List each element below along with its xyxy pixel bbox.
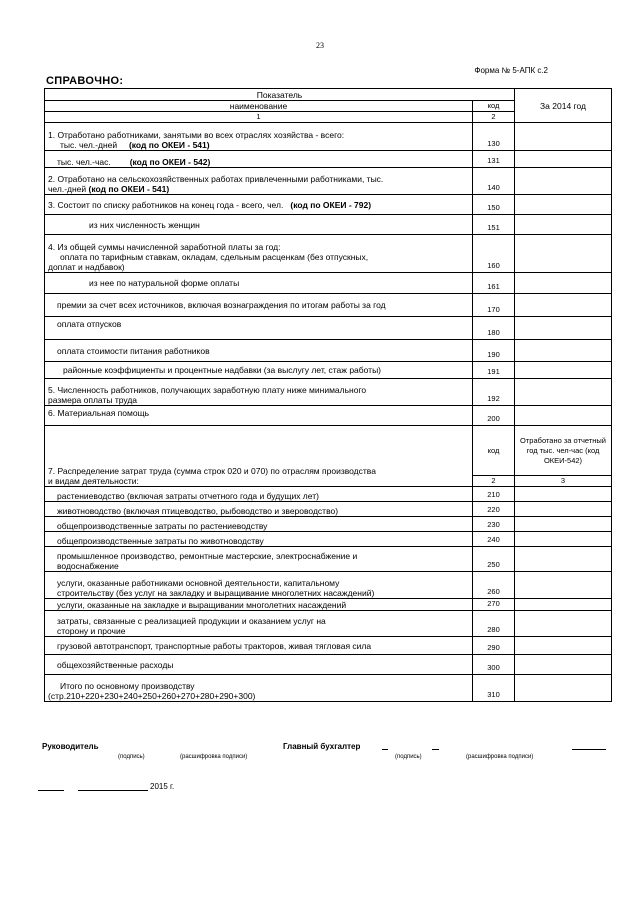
row-label: премии за счет всех источников, включая вознаграждения по итогам работы за год (45, 294, 473, 317)
table-row (45, 572, 612, 599)
value-cell[interactable] (515, 599, 612, 611)
row-label: грузовой автотранспорт, транспортные работы тракторов, живая тягловая сила (45, 637, 473, 655)
signature-line (432, 749, 439, 750)
value-cell[interactable] (515, 151, 612, 168)
row-label: общепроизводственные затраты по животноводству (45, 532, 473, 547)
section7-header-row (45, 426, 612, 476)
value-cell[interactable] (515, 675, 612, 702)
row-code: 210 (473, 487, 515, 502)
table-row (45, 487, 612, 502)
name-header: наименование (45, 101, 473, 112)
value-cell[interactable] (515, 340, 612, 362)
table-row (45, 362, 612, 379)
value-cell[interactable] (515, 379, 612, 406)
row-code: 310 (473, 675, 515, 702)
row-label: оплата отпусков (45, 317, 473, 340)
value-cell[interactable] (515, 294, 612, 317)
row-code: 280 (473, 611, 515, 637)
row-code: 200 (473, 406, 515, 426)
chief-signature-caption: (подпись) (395, 754, 422, 760)
row-label: 6. Материальная помощь (45, 406, 473, 426)
table-row (45, 611, 612, 637)
row-code: 161 (473, 273, 515, 294)
row-code: 290 (473, 637, 515, 655)
value-cell[interactable] (515, 611, 612, 637)
date-day-line (38, 790, 64, 791)
row-label: Итого по основному производству (стр.210+220+230+240+250+260+270+280+290+300) (45, 675, 473, 702)
report-table (44, 88, 612, 702)
section7-label: 7. Распределение затрат труда (сумма строк 020 и 070) по отраслям производства и видам деятельности: (45, 426, 473, 487)
row-label: тыс. чел.-час. (код по ОКЕИ - 542) (45, 151, 473, 168)
row-code: 260 (473, 572, 515, 599)
table-row (45, 637, 612, 655)
table-row (45, 294, 612, 317)
table-row (45, 273, 612, 294)
row-label: оплата стоимости питания работников (45, 340, 473, 362)
table-row (45, 547, 612, 572)
value-cell[interactable] (515, 195, 612, 215)
value-cell[interactable] (515, 215, 612, 235)
chief-accountant-label: Главный бухгалтер (283, 742, 361, 751)
row-label: 3. Состоит по списку работников на конец года - всего, чел. (код по ОКЕИ - 792) (45, 195, 473, 215)
head-decode-caption: (расшифровка подписи) (180, 754, 248, 760)
value-cell[interactable] (515, 517, 612, 532)
row-label: из нее по натуральной форме оплаты (45, 273, 473, 294)
table-row (45, 151, 612, 168)
table-row (45, 406, 612, 426)
value-cell[interactable] (515, 362, 612, 379)
row-code: 270 (473, 599, 515, 611)
code-header: код (473, 101, 515, 112)
form-label: Форма № 5-АПК с.2 (474, 66, 548, 75)
value-cell[interactable] (515, 572, 612, 599)
table-row (45, 655, 612, 675)
row-code: 220 (473, 502, 515, 517)
table-row (45, 195, 612, 215)
row-label: животноводство (включая птицеводство, рыбоводство и звероводство) (45, 502, 473, 517)
row-code: 192 (473, 379, 515, 406)
table-row (45, 215, 612, 235)
table-row (45, 168, 612, 195)
value-cell[interactable] (515, 655, 612, 675)
row-label: 2. Отработано на сельскохозяйственных работах привлеченными работниками, тыс. чел.-дней (код по ОКЕИ - 541) (45, 168, 473, 195)
table-row (45, 123, 612, 151)
date-month-line (78, 790, 148, 791)
chief-decode-caption: (расшифровка подписи) (466, 754, 534, 760)
table-row (45, 340, 612, 362)
head-label: Руководитель (42, 742, 99, 751)
head-signature-caption: (подпись) (118, 754, 145, 760)
date-year: 2015 г. (150, 782, 175, 791)
table-row (45, 675, 612, 702)
row-label: услуги, оказанные на закладке и выращивании многолетних насаждений (45, 599, 473, 611)
section7-col2-number: 2 (473, 476, 515, 487)
value-cell[interactable] (515, 532, 612, 547)
page-number: 23 (316, 41, 324, 50)
row-code: 191 (473, 362, 515, 379)
row-label: растениеводство (включая затраты отчетного года и будущих лет) (45, 487, 473, 502)
row-code: 151 (473, 215, 515, 235)
row-code: 180 (473, 317, 515, 340)
row-code: 190 (473, 340, 515, 362)
table-row (45, 502, 612, 517)
row-label: 5. Численность работников, получающих заработную плату ниже минимального размера оплаты труда (45, 379, 473, 406)
value-cell[interactable] (515, 637, 612, 655)
value-cell[interactable] (515, 273, 612, 294)
row-label: общехозяйственные расходы (45, 655, 473, 675)
value-cell[interactable] (515, 547, 612, 572)
row-label: 4. Из общей суммы начисленной заработной платы за год: оплата по тарифным ставкам, окладам, сдельным расценкам (без отпускных, доплат и надбавок) (45, 235, 473, 273)
value-cell[interactable] (515, 502, 612, 517)
value-cell[interactable] (515, 406, 612, 426)
row-code: 250 (473, 547, 515, 572)
row-label: районные коэффициенты и процентные надбавки (за выслугу лет, стаж работы) (45, 362, 473, 379)
row-label: промышленное производство, ремонтные мастерские, электроснабжение и водоснабжение (45, 547, 473, 572)
table-row (45, 235, 612, 273)
row-code: 130 (473, 123, 515, 151)
row-label: затраты, связанные с реализацией продукции и оказанием услуг на сторону и прочие (45, 611, 473, 637)
table-row (45, 317, 612, 340)
signature-line (572, 749, 606, 750)
page-title: СПРАВОЧНО: (46, 75, 124, 87)
row-label: 1. Отработано работниками, занятыми во всех отраслях хозяйства - всего: тыс. чел.-дней (код по ОКЕИ - 541) (45, 123, 473, 151)
value-cell[interactable] (515, 168, 612, 195)
value-cell[interactable] (515, 487, 612, 502)
value-cell[interactable] (515, 235, 612, 273)
row-label: услуги, оказанные работниками основной деятельности, капитальному строительству (без услуг на закладку и выращивание многолетних насаждений) (45, 572, 473, 599)
row-code: 300 (473, 655, 515, 675)
section7-col-header: Отработано за отчетный год тыс. чел-час (код ОКЕИ-542) (515, 426, 612, 476)
row-label: из них численность женщин (45, 215, 473, 235)
table-row (45, 599, 612, 611)
row-code: 240 (473, 532, 515, 547)
row-code: 140 (473, 168, 515, 195)
row-label: общепроизводственные затраты по растениеводству (45, 517, 473, 532)
value-cell[interactable] (515, 123, 612, 151)
value-cell[interactable] (515, 317, 612, 340)
indicator-header: Показатель (45, 89, 515, 101)
row-code: 160 (473, 235, 515, 273)
row-code: 170 (473, 294, 515, 317)
section7-code-header: код (473, 426, 515, 476)
row-code: 230 (473, 517, 515, 532)
table-row (45, 532, 612, 547)
col2-number: 2 (473, 112, 515, 123)
table-row (45, 379, 612, 406)
section7-col3-number: 3 (515, 476, 612, 487)
table-row (45, 517, 612, 532)
signature-line (382, 749, 388, 750)
col1-number: 1 (45, 112, 473, 123)
row-code: 131 (473, 151, 515, 168)
year-header: За 2014 год (515, 89, 612, 123)
row-code: 150 (473, 195, 515, 215)
